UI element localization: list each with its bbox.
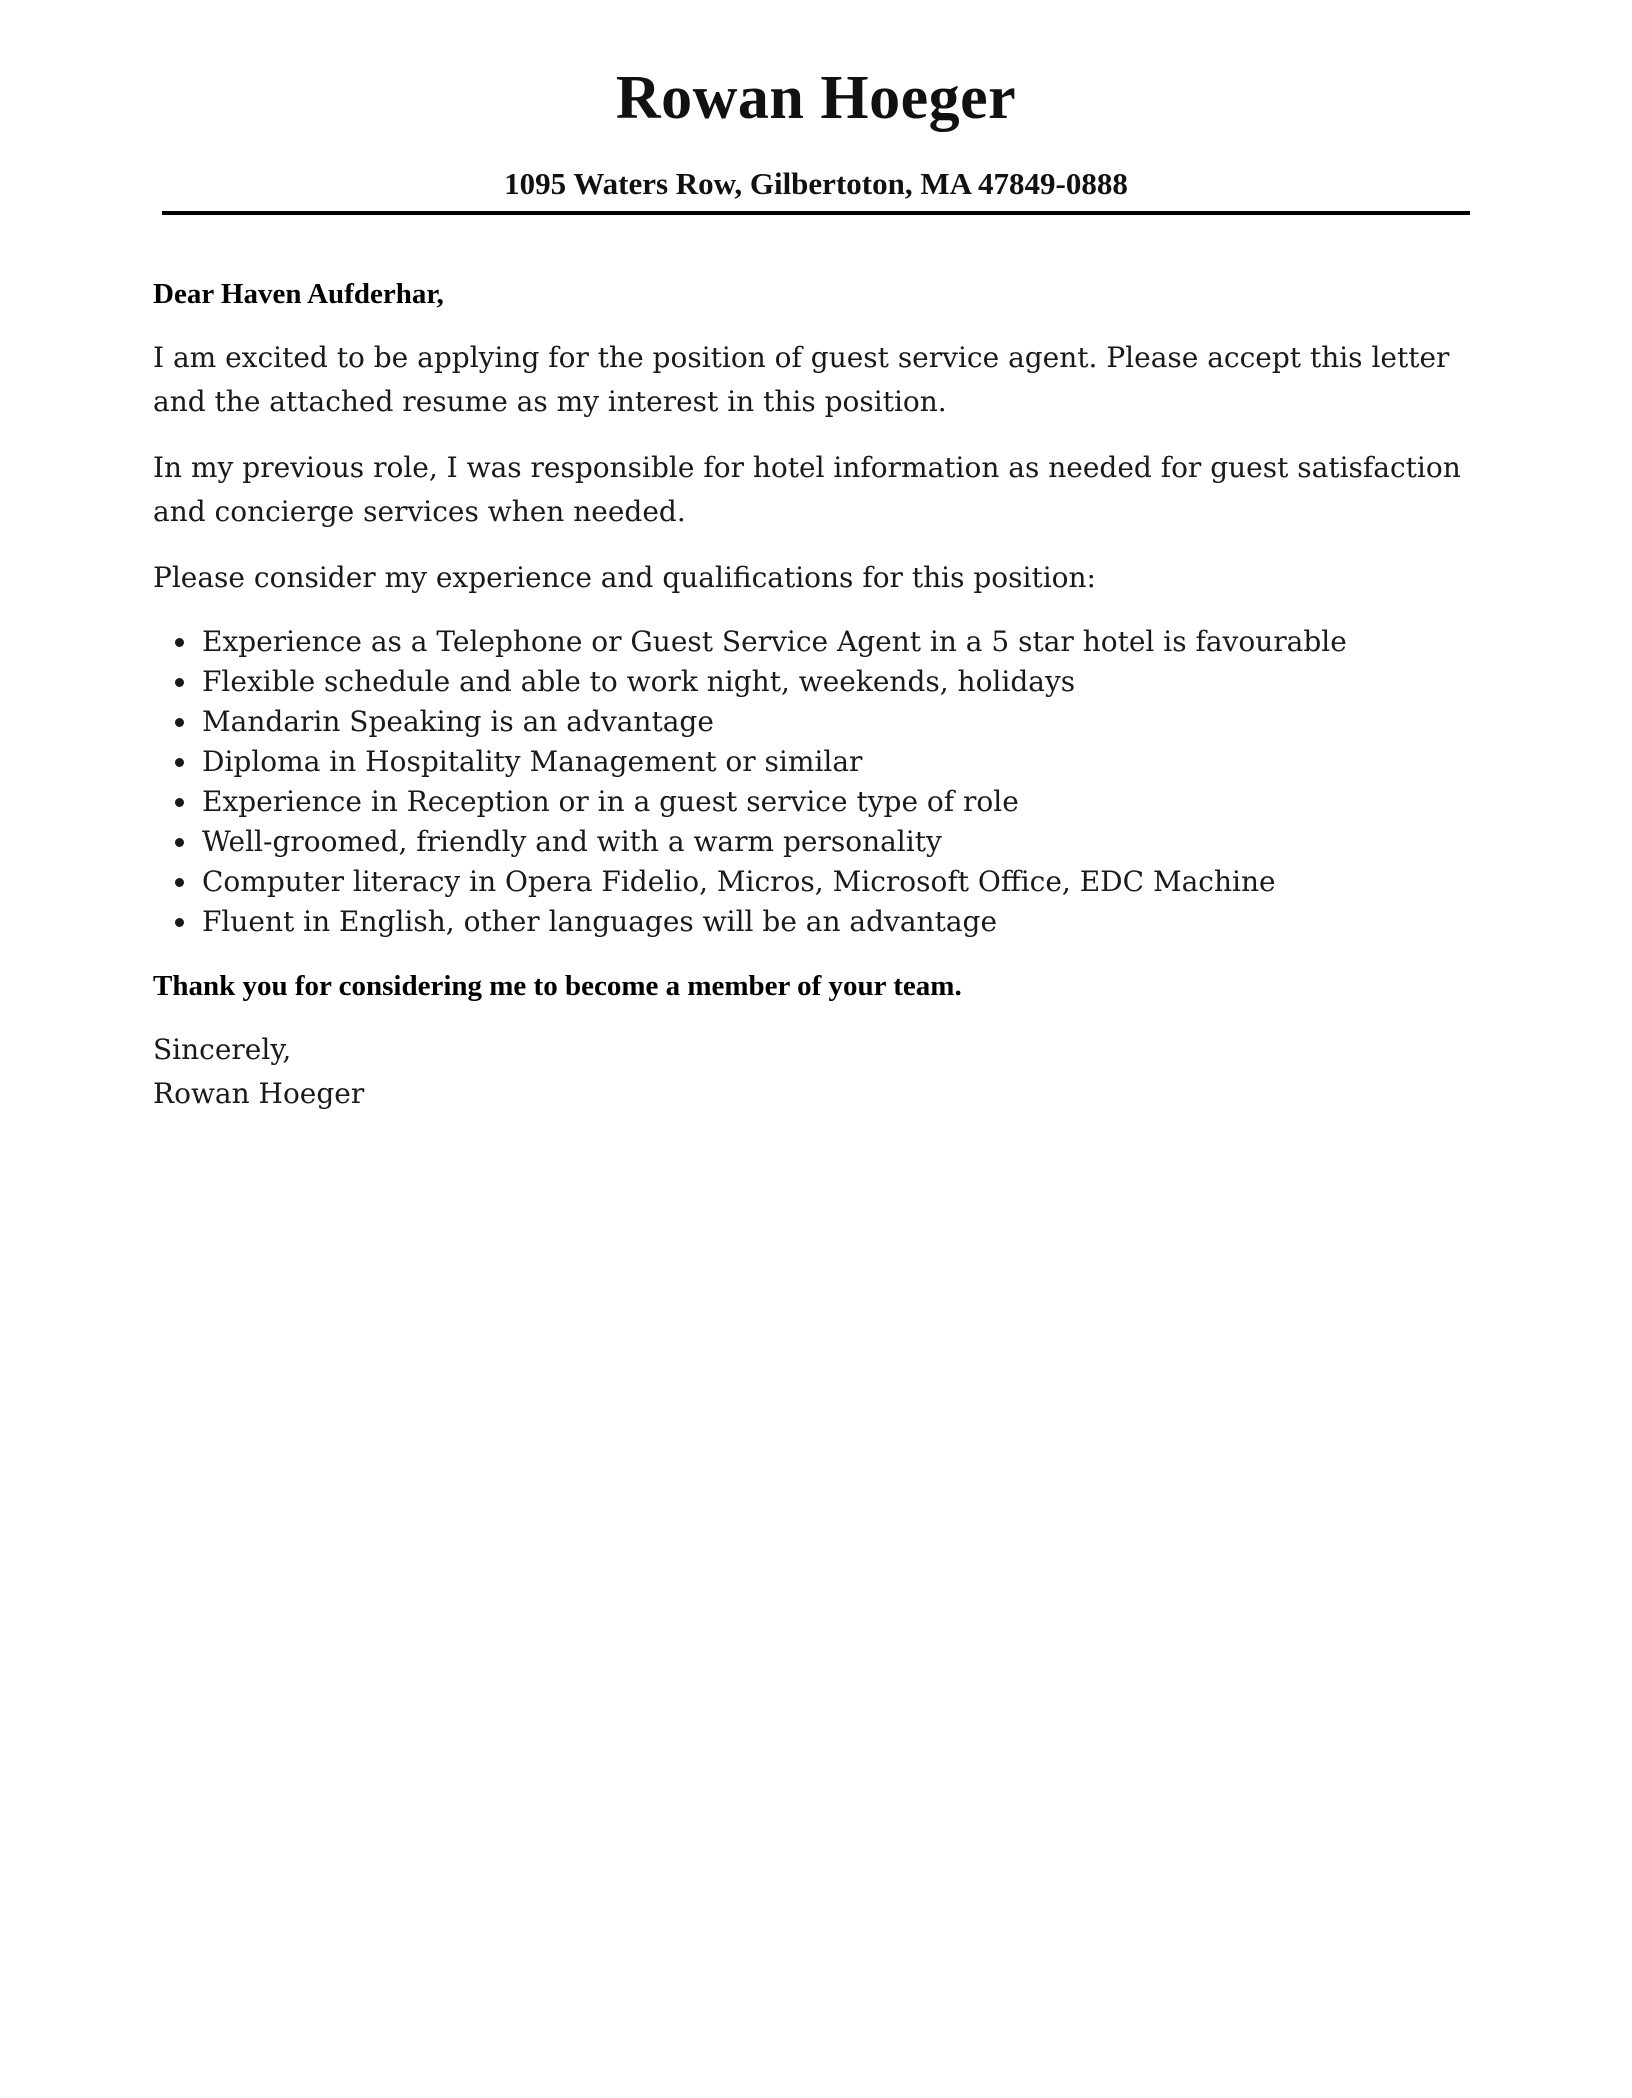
sign-off: Sincerely, xyxy=(153,1033,292,1066)
closing-statement: Thank you for considering me to become a member of your team. xyxy=(153,970,962,1002)
list-item xyxy=(153,782,1483,822)
qualifications-list xyxy=(153,622,1483,942)
bullet-icon xyxy=(175,878,184,887)
list-item-text: Well-groomed, friendly and with a warm personality xyxy=(202,825,942,858)
list-item xyxy=(153,742,1483,782)
list-item xyxy=(153,902,1483,942)
bullet-icon xyxy=(175,918,184,927)
salutation: Dear Haven Aufderhar, xyxy=(153,278,444,310)
intro-paragraph: I am excited to be applying for the position of guest service agent. Please accept this letter and the attached resume as my interest in this position. xyxy=(153,341,1450,418)
list-item xyxy=(153,662,1483,702)
list-item-text: Flexible schedule and able to work night, weekends, holidays xyxy=(202,665,1076,698)
list-item-text: Experience as a Telephone or Guest Service Agent in a 5 star hotel is favourable xyxy=(202,625,1347,658)
qualifications-intro: Please consider my experience and qualifications for this position: xyxy=(153,561,1096,594)
experience-paragraph: In my previous role, I was responsible for hotel information as needed for guest satisfaction and concierge services when needed. xyxy=(153,451,1461,528)
list-item xyxy=(153,862,1483,902)
signature-name: Rowan Hoeger xyxy=(153,1077,365,1110)
bullet-icon xyxy=(175,678,184,687)
list-item-text: Fluent in English, other languages will be an advantage xyxy=(202,905,998,938)
bullet-icon xyxy=(175,838,184,847)
list-item-text: Diploma in Hospitality Management or similar xyxy=(202,745,863,778)
applicant-name: Rowan Hoeger xyxy=(615,64,1017,132)
list-item-text: Computer literacy in Opera Fidelio, Micros, Microsoft Office, EDC Machine xyxy=(202,865,1276,898)
bullet-icon xyxy=(175,798,184,807)
header-divider xyxy=(162,211,1470,215)
list-item xyxy=(153,702,1483,742)
list-item-text: Experience in Reception or in a guest service type of role xyxy=(202,785,1019,818)
list-item-text: Mandarin Speaking is an advantage xyxy=(202,705,714,738)
bullet-icon xyxy=(175,638,184,647)
list-item xyxy=(153,622,1483,662)
bullet-icon xyxy=(175,718,184,727)
list-item xyxy=(153,822,1483,862)
letter-body xyxy=(153,274,1483,1116)
applicant-address: 1095 Waters Row, Gilbertoton, MA 47849-0888 xyxy=(504,166,1128,201)
bullet-icon xyxy=(175,758,184,767)
